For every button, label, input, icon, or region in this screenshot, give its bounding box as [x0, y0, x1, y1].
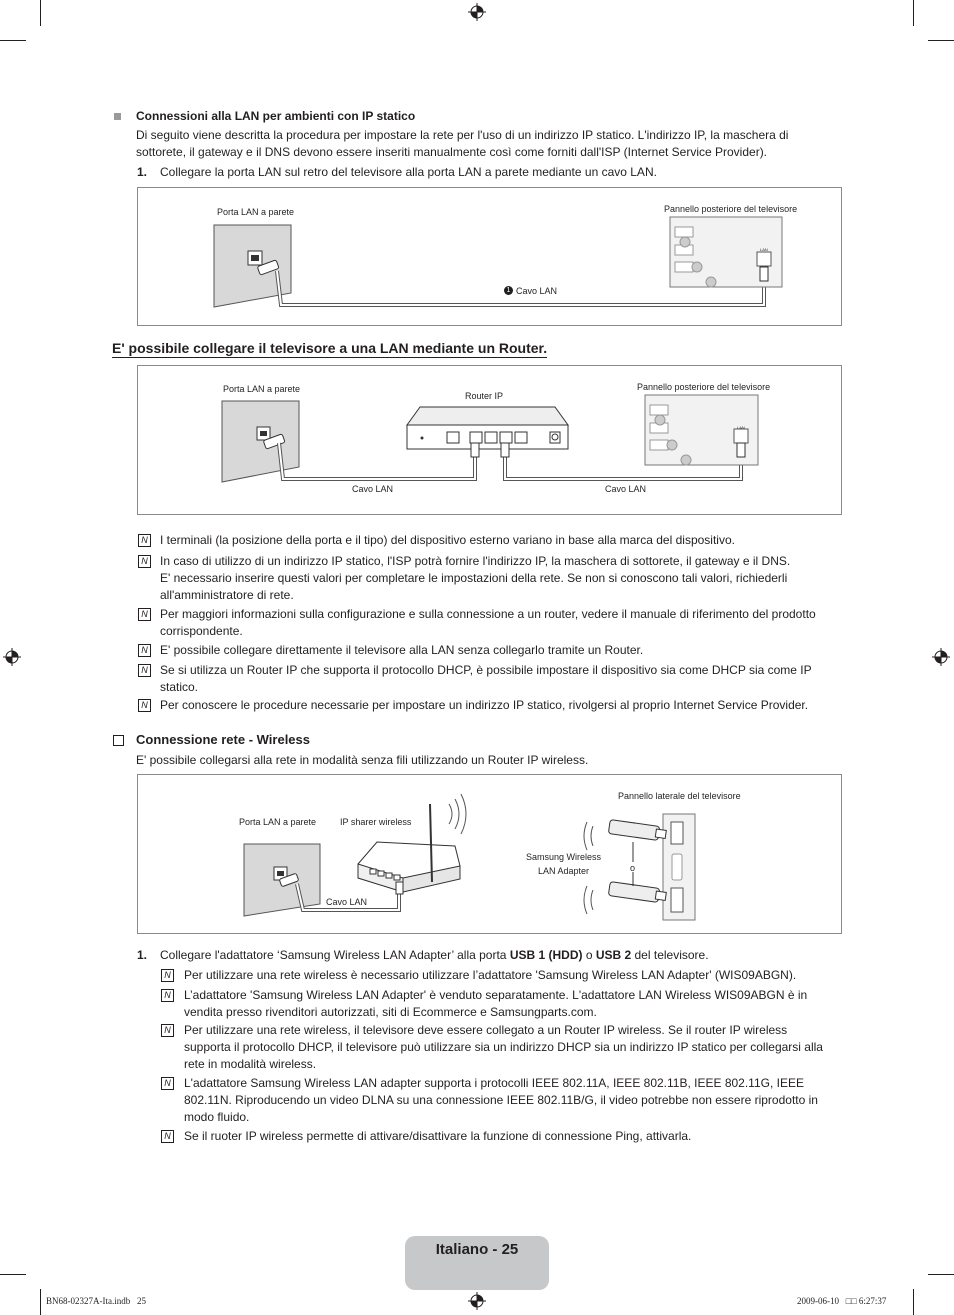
crop-mark [913, 0, 914, 26]
note-icon: N [161, 1077, 174, 1090]
page-number-tab [405, 1236, 549, 1290]
note-icon: N [138, 608, 151, 621]
cable-label: Cavo LAN [326, 897, 368, 907]
note-text: corrispondente. [160, 624, 243, 638]
file-info: BN68-02327A-Ita.indb 25 [46, 1296, 146, 1306]
registration-mark-icon [468, 3, 486, 21]
checkbox-bullet-icon [113, 735, 124, 746]
section-heading: Connessioni alla LAN per ambienti con IP statico [136, 109, 416, 123]
or-label: o [630, 863, 636, 873]
cable-marker-icon: 1 [504, 286, 513, 295]
note-text: 802.11N. Riproducendo un video DLNA su una connessione IEEE 802.11B/G, il video potrebbe non essere riprodotto in [184, 1093, 818, 1107]
crop-mark [40, 1289, 41, 1315]
note-text: modo fluido. [184, 1110, 250, 1124]
wall-port-label: Porta LAN a parete [217, 207, 295, 217]
note-text: Per conoscere le procedure necessarie per impostare un indirizzo IP statico, rivolgersi al proprio Internet Service Provider. [160, 698, 809, 712]
note-text: I terminali (la posizione della porta e il tipo) del dispositivo esterno variano in base alla marca del dispositivo. [160, 533, 735, 547]
note-icon: N [161, 1130, 174, 1143]
router-heading: E' possibile collegare il televisore a una LAN mediante un Router. [112, 340, 548, 356]
crop-mark [0, 1274, 26, 1275]
note-text: L'adattatore Samsung Wireless LAN adapter supporta i protocolli IEEE 802.11A, IEEE 802.11B, IEEE 802.11G, IEEE [184, 1076, 804, 1090]
note-text: Per utilizzare una rete wireless è necessario utilizzare l’adattatore 'Samsung Wireless LAN Adapter' (WIS09ABGN). [184, 968, 797, 982]
note-icon: N [138, 664, 151, 677]
note-icon: N [138, 555, 151, 568]
tv-panel-label: Pannello posteriore del televisore [637, 382, 771, 392]
note-text: In caso di utilizzo di un indirizzo IP statico, l'ISP potrà fornire l'indirizzo IP, la maschera di sottorete, il gateway e il DNS. [160, 554, 791, 568]
note-text: E' possibile collegare direttamente il televisore alla LAN senza collegarlo tramite un Router. [160, 643, 644, 657]
step-number: 1. [137, 165, 148, 179]
registration-mark-icon [3, 648, 21, 666]
note-icon: N [138, 644, 151, 657]
cable-label: Cavo LAN [516, 286, 558, 296]
note-text: Per maggiori informazioni sulla configurazione e sulla connessione a un router, vedere il manuale di riferimento del prodotto [160, 607, 816, 621]
registration-mark-icon [932, 648, 950, 666]
page-number: Italiano - 25 [435, 1241, 519, 1258]
crop-mark [0, 40, 26, 41]
note-text: L’adattatore 'Samsung Wireless LAN Adapter' è venduto separatamente. L'adattatore LAN Wireless WIS09ABGN è in [184, 988, 808, 1002]
lan-port-label: LAN [737, 425, 745, 430]
crop-mark [928, 40, 954, 41]
note-text: Se il ruoter IP wireless permette di attivare/disattivare la funzione di connessione Ping, attivarla. [184, 1129, 692, 1143]
intro-text: Di seguito viene descritta la procedura per impostare la rete per l'uso di un indirizzo IP statico. L'indirizzo IP, la maschera di [136, 128, 789, 142]
cable-label: Cavo LAN [352, 484, 394, 494]
crop-mark [40, 0, 41, 26]
registration-mark-icon [468, 1292, 486, 1310]
note-icon: N [138, 699, 151, 712]
step-text: Collegare l'adattatore ‘Samsung Wireless LAN Adapter’ alla porta USB 1 (HDD) o USB 2 del televisore. [160, 948, 709, 962]
note-text: E' necessario inserire questi valori per completare le impostazioni della rete. Se non si conoscono tali valori, richiederli [160, 571, 788, 585]
router-label: Router IP [465, 391, 504, 401]
note-icon: N [161, 989, 174, 1002]
note-text: Per utilizzare una rete wireless, il televisore deve essere collegato a un Router IP wireless. Se il router IP wireless [184, 1023, 788, 1037]
wireless-sharer-label: IP sharer wireless [340, 817, 412, 827]
note-text: Se si utilizza un Router IP che supporta il protocollo DHCP, è possibile impostare il dispositivo sia come DHCP sia come IP [160, 663, 812, 677]
wireless-intro: E' possibile collegarsi alla rete in modalità senza fili utilizzando un Router IP wireless. [136, 753, 589, 767]
crop-mark [928, 1274, 954, 1275]
note-text: rete in modalità wireless. [184, 1057, 317, 1071]
adapter-label: LAN Adapter [538, 866, 590, 876]
tv-panel-label: Pannello posteriore del televisore [664, 204, 798, 214]
print-date: 2009-06-10 □□ 6:27:37 [797, 1296, 887, 1306]
note-text: vendita presso rivenditori autorizzati, siti di Ecommerce e Samsungparts.com. [184, 1005, 597, 1019]
tv-panel-label: Pannello laterale del televisore [618, 791, 741, 801]
wireless-heading: Connessione rete - Wireless [136, 732, 310, 747]
bullet-square-icon [114, 113, 121, 120]
note-icon: N [161, 969, 174, 982]
lan-port-label: LAN [760, 247, 768, 252]
adapter-label: Samsung Wireless [526, 852, 602, 862]
note-text: all'amministratore di rete. [160, 588, 294, 602]
intro-text: sottorete, il gateway e il DNS devono essere inseriti manualmente così come forniti dall'ISP (Internet Service Provider). [136, 145, 768, 159]
note-text: statico. [160, 680, 199, 694]
wall-port-label: Porta LAN a parete [239, 817, 317, 827]
crop-mark [913, 1289, 914, 1315]
note-icon: N [138, 534, 151, 547]
note-text: supporta il protocollo DHCP, il televisore può utilizzare sia un indirizzo DHCP sia un indirizzo IP statico per collegarsi alla [184, 1040, 823, 1054]
cable-label: Cavo LAN [605, 484, 647, 494]
step-number: 1. [137, 948, 148, 962]
wall-port-label: Porta LAN a parete [223, 384, 301, 394]
note-icon: N [161, 1024, 174, 1037]
step-text: Collegare la porta LAN sul retro del televisore alla porta LAN a parete mediante un cavo LAN. [160, 165, 657, 179]
